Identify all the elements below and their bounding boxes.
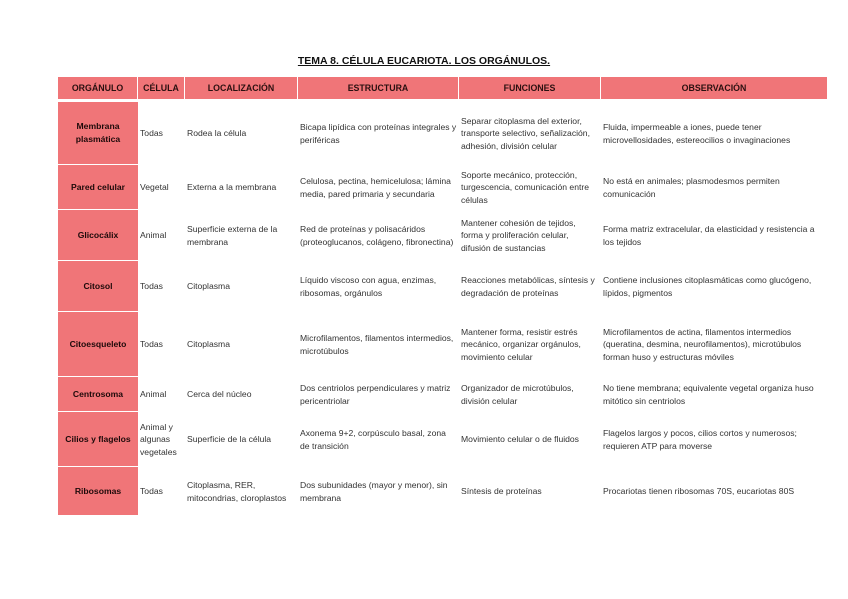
table-row (58, 102, 828, 165)
table-row (58, 312, 828, 377)
estructura-cell: Dos centriolos perpendiculares y matriz pericentriolar (300, 382, 451, 406)
celula-cell: Todas (140, 281, 163, 292)
observacion-cell: No está en animales; plasmodesmos permiten comunicación (603, 175, 780, 199)
table-row (58, 261, 828, 312)
organulo-cell: Centrosoma (58, 377, 138, 412)
header-localizacion: LOCALIZACIÓN (185, 77, 298, 102)
celula-cell: Todas (140, 339, 163, 350)
funciones-cell: Mantener cohesión de tejidos, forma y proliferación celular, difusión de sustancias (461, 217, 576, 253)
celula-cell: Animal y algunas vegetales (140, 421, 177, 457)
organulo-cell: Citosol (58, 261, 138, 312)
header-funciones: FUNCIONES (459, 77, 601, 102)
estructura-cell: Axonema 9+2, corpúsculo basal, zona de transición (300, 427, 446, 451)
organulo-cell: Citoesqueleto (58, 312, 138, 377)
estructura-cell: Dos subunidades (mayor y menor), sin membrana (300, 479, 448, 503)
table-row (58, 210, 828, 261)
organulo-cell: Ribosomas (58, 467, 138, 516)
table-row (58, 412, 828, 467)
document-title: TEMA 8. CÉLULA EUCARIOTA. LOS ORGÁNULOS. (297, 55, 551, 67)
estructura-cell: Red de proteínas y polisacáridos (proteoglucanos, colágeno, fibronectina) (300, 223, 454, 247)
header-observacion: OBSERVACIÓN (601, 77, 828, 102)
localizacion-cell: Citoplasma (187, 339, 230, 350)
observacion-cell: Forma matriz extracelular, da elasticidad y resistencia a los tejidos (603, 223, 815, 247)
celula-cell: Vegetal (140, 182, 169, 193)
organulo-cell: Glicocálix (58, 210, 138, 261)
localizacion-cell: Citoplasma (187, 281, 230, 292)
funciones-cell: Movimiento celular o de fluidos (461, 434, 579, 445)
funciones-cell: Separar citoplasma del exterior, transporte selectivo, señalización, adhesión, división celular (461, 115, 590, 151)
funciones-cell: Organizador de microtúbulos, división celular (461, 382, 574, 406)
funciones-cell: Soporte mecánico, protección, turgescencia, comunicación entre células (461, 169, 590, 205)
celula-cell: Animal (140, 389, 167, 400)
observacion-cell: Microfilamentos de actina, filamentos intermedios (queratina, desmina, neurofilamentos), microtúbulos forman huso y estructuras móviles (603, 326, 802, 362)
observacion-cell: No tiene membrana; equivalente vegetal organiza huso mitótico sin centriolos (603, 382, 814, 406)
localizacion-cell: Citoplasma, RER, mitocondrias, cloroplastos (187, 479, 287, 503)
funciones-cell: Mantener forma, resistir estrés mecánico, organizar orgánulos, movimiento celular (461, 326, 581, 362)
observacion-cell: Procariotas tienen ribosomas 70S, eucariotas 80S (603, 486, 795, 497)
estructura-cell: Celulosa, pectina, hemicelulosa; lámina media, pared primaria y secundaria (300, 175, 451, 199)
observacion-cell: Flagelos largos y pocos, cilios cortos y numerosos; requieren ATP para moverse (603, 427, 797, 451)
header-organulo: ORGÁNULO (58, 77, 138, 102)
celula-cell: Todas (140, 128, 163, 139)
estructura-cell: Bicapa lipídica con proteínas integrales y periféricas (300, 121, 457, 145)
celula-cell: Todas (140, 486, 163, 497)
localizacion-cell: Cerca del núcleo (187, 389, 252, 400)
table-row (58, 377, 828, 412)
table-row (58, 165, 828, 210)
header-estructura: ESTRUCTURA (298, 77, 459, 102)
header-celula: CÉLULA (138, 77, 185, 102)
observacion-cell: Contiene inclusiones citoplasmáticas como glucógeno, lípidos, pigmentos (603, 274, 812, 298)
funciones-cell: Síntesis de proteínas (461, 486, 542, 497)
localizacion-cell: Superficie externa de la membrana (187, 223, 278, 247)
organulo-cell: Membrana plasmática (58, 102, 138, 165)
localizacion-cell: Superficie de la célula (187, 434, 272, 445)
observacion-cell: Fluida, impermeable a iones, puede tener microvellosidades, estereocilios o invaginaciones (603, 121, 791, 145)
celula-cell: Animal (140, 230, 167, 241)
organelles-table (58, 77, 828, 516)
estructura-cell: Microfilamentos, filamentos intermedios, microtúbulos (300, 332, 454, 356)
organulo-cell: Cilios y flagelos (58, 412, 138, 467)
localizacion-cell: Externa a la membrana (187, 182, 277, 193)
table-header-row (58, 77, 828, 102)
table-row (58, 467, 828, 516)
estructura-cell: Líquido viscoso con agua, enzimas, ribosomas, orgánulos (300, 274, 437, 298)
organulo-cell: Pared celular (58, 165, 138, 210)
localizacion-cell: Rodea la célula (187, 128, 247, 139)
funciones-cell: Reacciones metabólicas, síntesis y degradación de proteínas (461, 274, 595, 298)
